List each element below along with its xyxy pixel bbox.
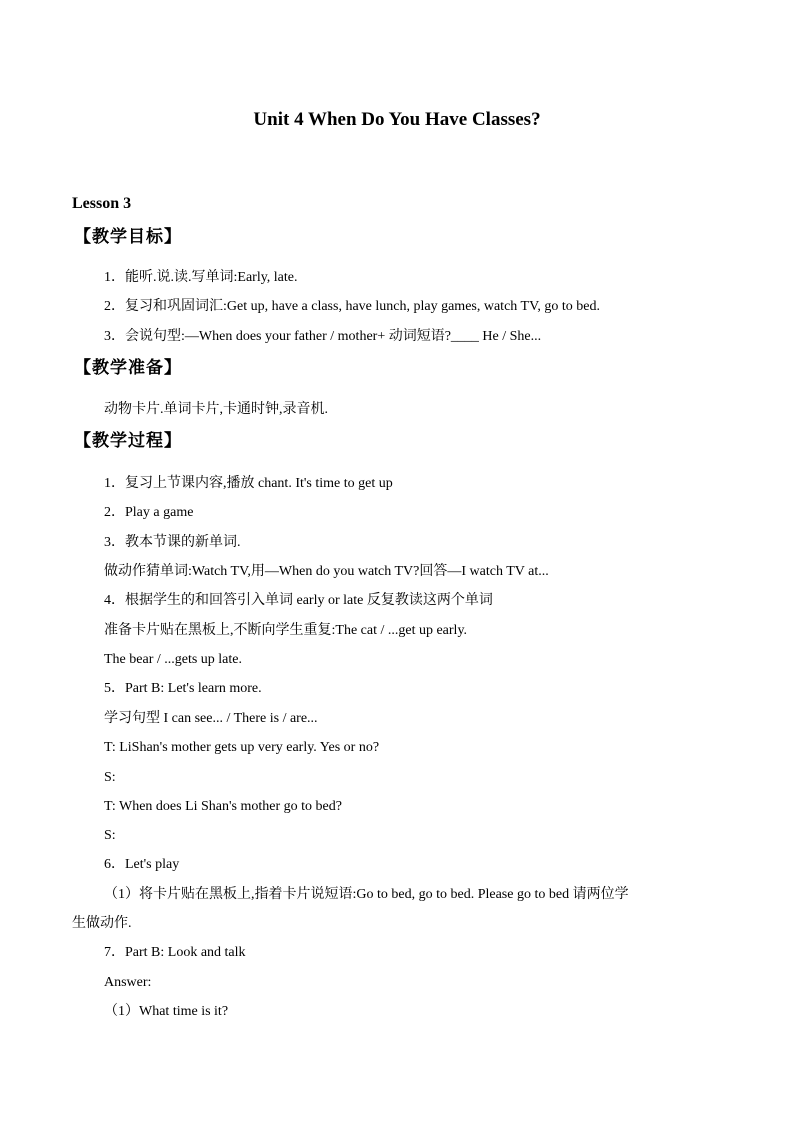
process-line: 7．Part B: Look and talk xyxy=(104,945,246,960)
process-line: T: LiShan's mother gets up very early. Yes or no? xyxy=(104,740,380,755)
section-heading-process: 【教学过程】 xyxy=(74,431,182,450)
process-line: 准备卡片贴在黑板上,不断向学生重复:The cat / ...get up early. xyxy=(104,623,468,638)
process-line: 3．教本节课的新单词. xyxy=(104,535,241,550)
process-line: 4．根据学生的和回答引入单词 early or late 反复教读这两个单词 xyxy=(104,593,493,608)
process-line: 5．Part B: Let's learn more. xyxy=(104,681,262,696)
process-line: 生做动作. xyxy=(72,916,132,931)
process-line: 6．Let's play xyxy=(104,857,180,872)
lesson-label: Lesson 3 xyxy=(72,195,132,212)
process-line: Answer: xyxy=(104,975,152,990)
goal-item: 2．复习和巩固词汇:Get up, have a class, have lunch, play games, watch TV, go to bed. xyxy=(104,299,600,314)
goal-item: 1．能听.说.读.写单词:Early, late. xyxy=(104,270,298,285)
page-title: Unit 4 When Do You Have Classes? xyxy=(253,109,541,130)
prep-text: 动物卡片.单词卡片,卡通时钟,录音机. xyxy=(104,402,328,417)
process-line: （1）What time is it? xyxy=(104,1004,229,1019)
process-line: 学习句型 I can see... / There is / are... xyxy=(104,711,318,726)
process-line: 1．复习上节课内容,播放 chant. It's time to get up xyxy=(104,476,393,491)
process-line: 做动作猜单词:Watch TV,用—When do you watch TV?回答—I watch TV at... xyxy=(104,564,549,579)
process-line: 2．Play a game xyxy=(104,505,194,520)
section-heading-prep: 【教学准备】 xyxy=(74,358,182,377)
process-line: S: xyxy=(104,828,116,843)
process-line: （1）将卡片贴在黑板上,指着卡片说短语:Go to bed, go to bed. Please go to bed 请两位学 xyxy=(104,887,629,902)
process-line: S: xyxy=(104,770,116,785)
process-line: The bear / ...gets up late. xyxy=(104,652,243,667)
process-line: T: When does Li Shan's mother go to bed? xyxy=(104,799,342,814)
section-heading-goals: 【教学目标】 xyxy=(74,227,182,246)
goal-item: 3．会说句型:—When does your father / mother+ 动词短语?____ He / She... xyxy=(104,329,542,344)
